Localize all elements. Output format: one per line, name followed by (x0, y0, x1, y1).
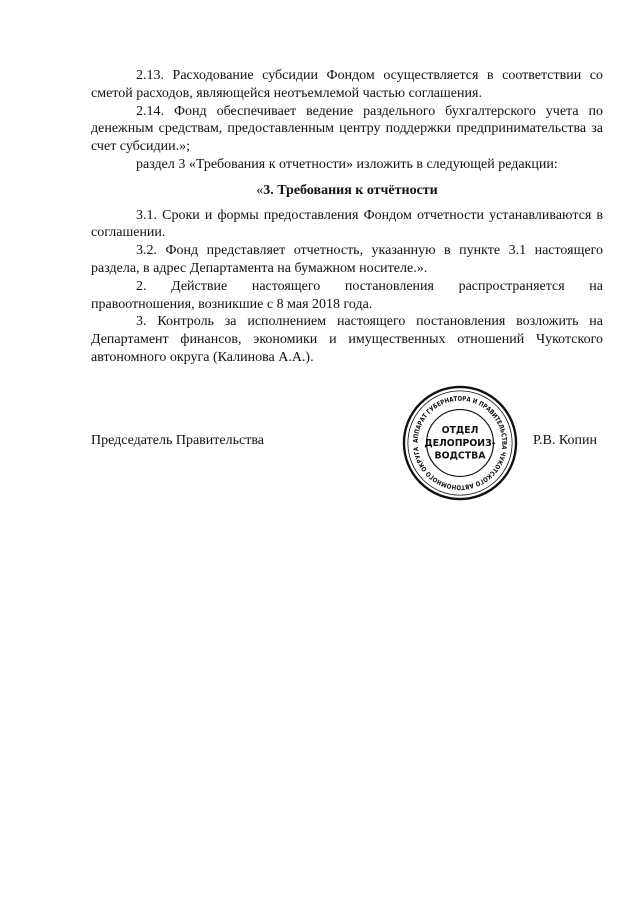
signature-title: Председатель Правительства (91, 433, 264, 448)
heading-text: 3. Требования к отчётности (263, 182, 438, 198)
signature-name: Р.В. Копин (533, 433, 597, 448)
paragraph-section-3-intro: раздел 3 «Требования к отчетности» изложить в следующей редакции: (136, 156, 558, 172)
stamp-outer-text: АППАРАТ ГУБЕРНАТОРА И ПРАВИТЕЛЬСТВА ЧУКОТСКОГО АВТОНОМНОГО ОКРУГА (411, 394, 509, 492)
paragraph-3-1: 3.1. Сроки и формы предоставления Фондом отчетности устанавливаются в соглашении. (91, 207, 603, 241)
stamp-line-3: ВОДСТВА (434, 450, 486, 462)
stamp-line-2: ДЕЛОПРОИЗ- (424, 437, 496, 449)
paragraph-3-2: 3.2. Фонд представляет отчетность, указанную в пункте 3.1 настоящего раздела, в адрес Департамента на бумажном носителе.». (91, 243, 603, 276)
paragraph-item-2: 2. Действие настоящего постановления распространяется на правоотношения, возникшие с 8 мая 2018 года. (91, 278, 603, 312)
office-stamp (401, 384, 519, 502)
document-body (91, 67, 603, 367)
section-heading (91, 182, 603, 200)
heading-quote: « (256, 182, 264, 198)
stamp-line-1: ОТДЕЛ (441, 425, 479, 437)
paragraph-2-14: 2.14. Фонд обеспечивает ведение раздельного бухгалтерского учета по денежным средствам, предоставленным центру поддержки предпринимательства за счет субсидии.»; (91, 103, 603, 155)
paragraph-2-13: 2.13. Расходование субсидии Фондом осуществляется в соответствии со сметой расходов, являющейся неотъемлемой частью соглашения. (91, 68, 603, 101)
paragraph-item-3: 3. Контроль за исполнением настоящего постановления возложить на Департамент финансов, экономики и имущественных отношений Чукотского автономного округа (Калинова А.А.). (91, 314, 603, 365)
